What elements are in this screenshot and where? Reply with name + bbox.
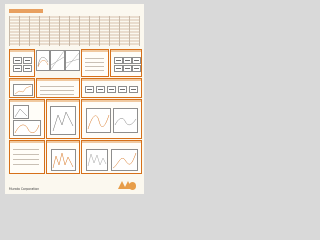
panel-left-top (9, 49, 35, 77)
panel-left-mid (9, 78, 35, 98)
murata-logo (118, 179, 138, 192)
panel-right-mid (81, 78, 142, 98)
graph-2 (50, 50, 65, 71)
panel-bottom-left (9, 140, 45, 174)
panel-right (110, 49, 142, 77)
panel-lower-right (81, 99, 142, 139)
component-table (9, 16, 140, 46)
panel-lower-left (9, 99, 45, 139)
panel-lower-center (46, 99, 80, 139)
graph-3 (65, 50, 80, 71)
graph-1 (36, 50, 50, 71)
footer-brand: Murata Corporation (9, 187, 40, 191)
reference-sheet (5, 4, 144, 194)
panel-center-mid (36, 78, 80, 98)
panel-middle-right (81, 49, 109, 77)
panel-bottom-right (81, 140, 142, 174)
panel-bottom-middle (46, 140, 80, 174)
sheet-title (9, 9, 43, 13)
